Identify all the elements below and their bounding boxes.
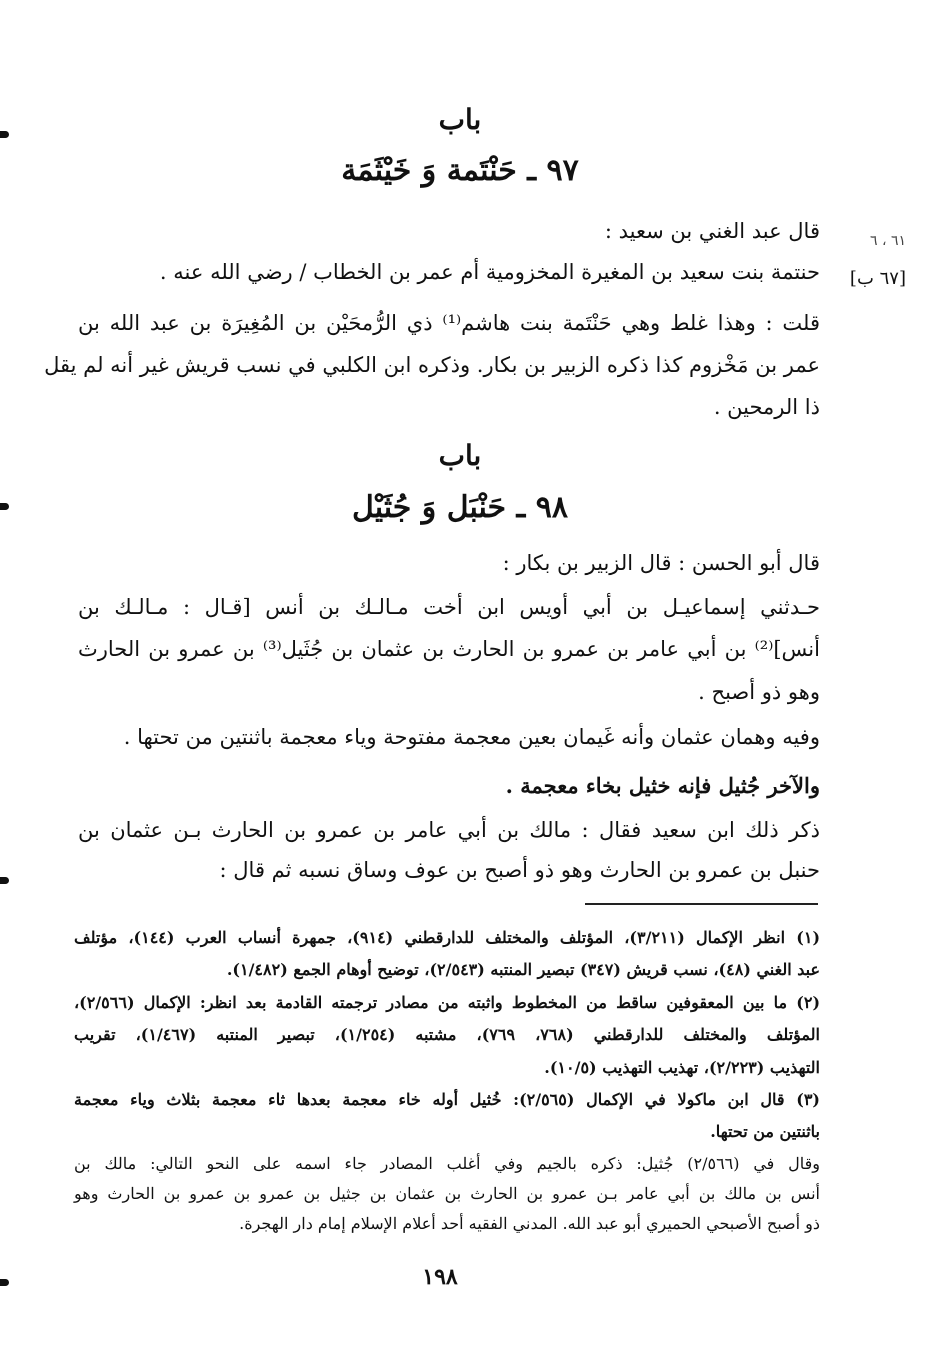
footnote-line: التهذيب (٢/٢٢٣)، تهذيب التهذيب (١٠/٥). (544, 1058, 820, 1077)
footnote-line: وقال في (٢/٥٦٦) جُثيل: ذكره بالجيم وفي أغلب المصادر جاء اسمه على النحو التالي: مالك بن (74, 1154, 820, 1173)
section-97-line: حنتمة بنت سعيد بن المغيرة المخزومية أم عمر بن الخطاب / رضي الله عنه . (159, 260, 820, 284)
section-98-line: أنس]⁽²⁾ بن أبي عامر بن عمرو بن الحارث بن عثمان بن جُثَيل⁽³⁾ بن عمرو بن الحارث (78, 637, 820, 661)
scan-edge-mark (0, 131, 9, 138)
section-98-line: وهو ذو أصبح . (698, 680, 820, 704)
footnote-line: (١) انظر الإكمال (٣/٢١١)، المؤتلف والمختلف للدارقطني (٩١٤)، جمهرة أنساب العرب (١٤٤)، مؤتلف (74, 928, 821, 947)
section-97-line: عمر بن مَخْزوم كذا ذكره الزبير بن بكار. وذكره ابن الكلبي في نسب قريش غير أنه لم يقل (44, 353, 820, 377)
section-98-line: وفيه وهمان عثمان وأنه غَيمان بعين معجمة مفتوحة وياء معجمة باثنتين من تحتها . (123, 725, 820, 749)
section-97-line: قلت : وهذا غلط وهي حَنْتَمة بنت هاشم⁽¹⁾ ذي الرُّمحَيْن بن المُغِيرَة بن عبد الله بن (78, 311, 820, 335)
footnote-separator (585, 903, 818, 905)
section-98-line: حـدثني إسماعيـل بن أبي أويس ابن أخت مـالـك بن أنس [قـال : مـالـك بن (78, 595, 820, 619)
section-97-line: ذا الرمحين . (713, 395, 820, 419)
footnote-line: باثنتين من تحتها. (710, 1122, 820, 1141)
section-97-title: ٩٧ ـ حَنْتَمة وَ خَيْثَمَة (341, 153, 579, 188)
scan-edge-mark (0, 877, 9, 884)
scan-edge-mark (0, 503, 9, 510)
manuscript-folio-reference: [٦٧ ب] (849, 268, 906, 289)
page-number: ١٩٨ (422, 1264, 458, 1290)
section-98-line: قال أبو الحسن : قال الزبير بن بكار : (502, 551, 820, 575)
margin-folio-note: ٦١ ، ٦ (870, 233, 906, 249)
section-98-line: حنبل بن عمرو بن الحارث وهو ذو أصبح بن عوف وساق نسبه ثم قال : (219, 858, 820, 882)
footnote-line: عبد الغني (٤٨)، نسب قريش (٣٤٧) تبصير المنتبه (٢/٥٤٣)، توضيح أوهام الجمع (١/٤٨٢). (226, 960, 820, 979)
footnote-line: ذو أصبح الأصبحي الحميري أبو عبد الله. المدني الفقيه أحد أعلام الإسلام إمام دار الهجرة. (239, 1214, 820, 1233)
footnote-line: (٣) قال ابن ماكولا في الإكمال (٢/٥٦٥): خُثيل أوله خاء معجمة بعدها ثاء معجمة بثلاث وياء معجمة (74, 1090, 820, 1109)
footnote-line: أنس بن مالك بن أبي عامر بـن عمرو بن الحارث بن عثمان بن جثيل بن عمرو بن عمرو بن الحارث وهو (74, 1184, 820, 1203)
footnote-line: (٢) ما بين المعقوفين ساقط من المخطوط واثبته من مصادر ترجمته القادمة بعد انظر: الإكمال (٢/٥٦٦)، (74, 993, 821, 1012)
section-98-line: ذكر ذلك ابن سعيد فقال : مالك بن أبي عامر بن عمرو بن الحارث بـن عثمان بن (78, 818, 820, 842)
scan-edge-mark (0, 1279, 9, 1286)
section-97-line: قال عبد الغني بن سعيد : (604, 219, 820, 243)
section-97-bab-heading: باب (438, 103, 482, 136)
footnote-line: المؤتلف والمختلف للدارقطني (٧٦٨، ٧٦٩)، مشتبه (١/٢٥٤)، تبصير المنتبه (١/٤٦٧)، تقريب (74, 1025, 820, 1044)
section-98-line: والآخر جُثيل فإنه خثيل بخاء معجمة . (505, 773, 820, 798)
section-98-title: ٩٨ ـ حَنْبَل وَ جُثَيْل (351, 490, 569, 525)
section-98-bab-heading: باب (438, 439, 482, 472)
